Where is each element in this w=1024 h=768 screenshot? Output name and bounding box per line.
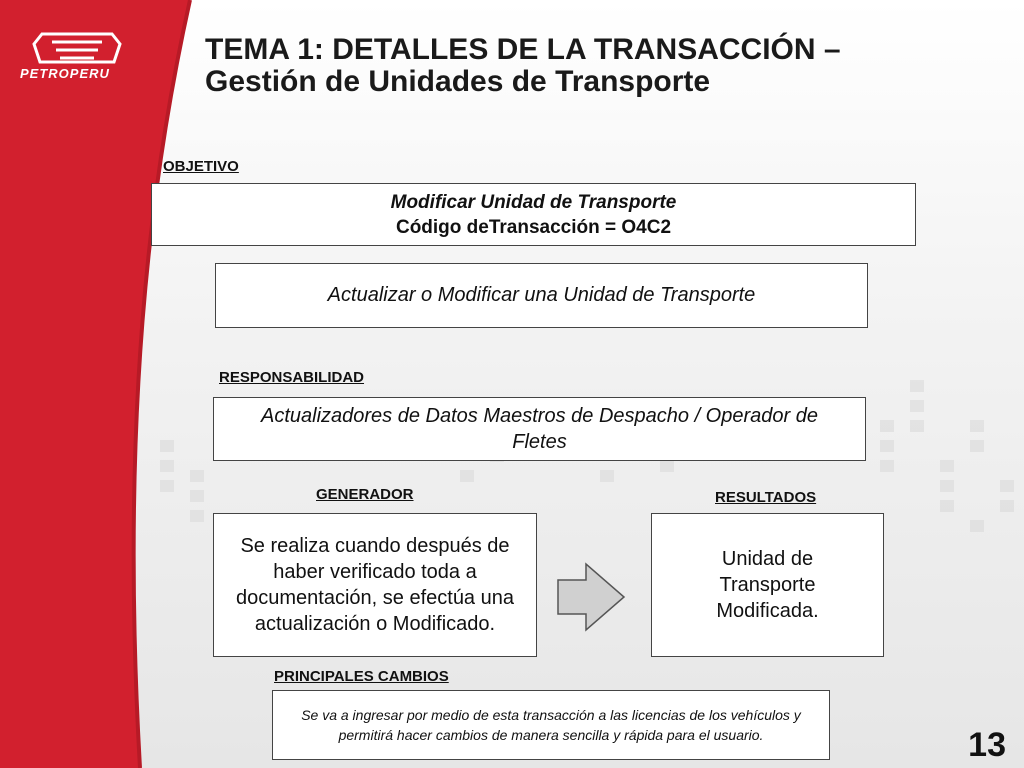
red-side-band (0, 0, 200, 768)
objetivo-line2: Código deTransacción = O4C2 (395, 216, 672, 238)
responsabilidad-label: RESPONSABILIDAD (219, 369, 365, 386)
objetivo-line1: Modificar Unidad de Transporte (390, 191, 677, 213)
resultados-box (651, 513, 884, 657)
page-title: TEMA 1: DETALLES DE LA TRANSACCIÓN – Gestión de Unidades de Transporte (205, 33, 841, 98)
descripcion-box (215, 263, 868, 328)
descripcion-text: Actualizar o Modificar una Unidad de Transporte (327, 284, 756, 306)
generador-box (213, 513, 537, 657)
responsabilidad-text: Actualizadores de Datos Maestros de Despacho / Operador de Fletes (261, 405, 818, 453)
principales-cambios-label: PRINCIPALES CAMBIOS (274, 668, 449, 685)
petroperu-logo (22, 30, 132, 70)
arrow-right-icon (556, 562, 628, 632)
objetivo-box (151, 183, 916, 246)
principales-cambios-box (272, 690, 830, 760)
generador-text: Se realiza cuando después de haber verificado toda a documentación, se efectúa una actualización o Modificado. (236, 535, 514, 635)
resultados-text: Unidad de Transporte Modificada. (716, 548, 819, 622)
responsabilidad-box (213, 397, 866, 461)
resultados-label: RESULTADOS (715, 489, 817, 506)
brand-name: PETROPERU (20, 66, 110, 81)
principales-cambios-text: Se va a ingresar por medio de esta transacción a las licencias de los vehículos y permitirá hacer cambios de manera sencilla y rápida para el usuario. (301, 707, 801, 743)
generador-label: GENERADOR (316, 486, 414, 503)
page-number: 13 (968, 726, 1006, 764)
objetivo-label: OBJETIVO (163, 158, 239, 175)
